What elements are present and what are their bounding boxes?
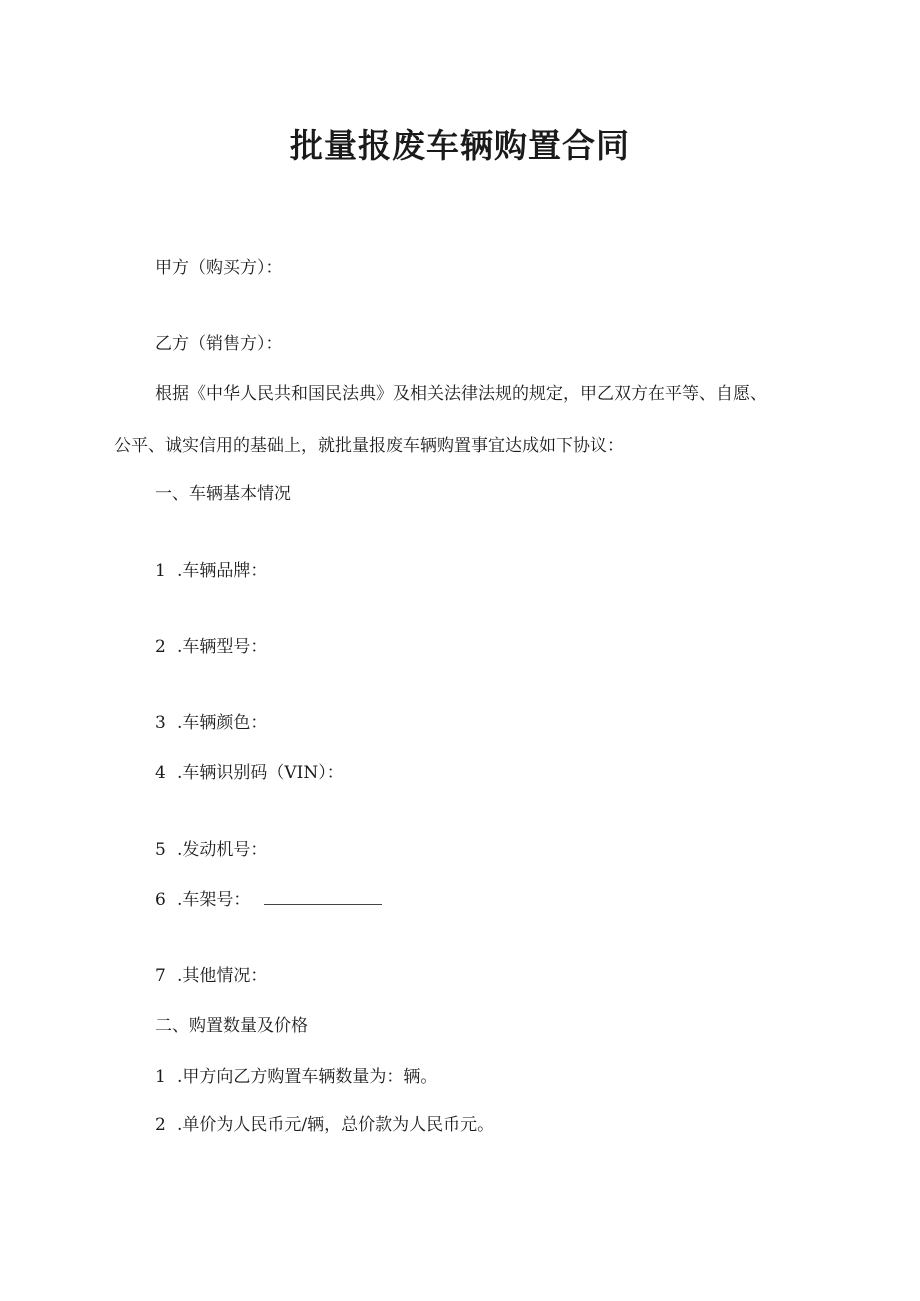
party-b-line: 乙方（销售方）： <box>155 334 283 354</box>
item-text: .甲方向乙方购置车辆数量为：辆。 <box>177 1067 438 1087</box>
item-number: 5 <box>155 840 166 860</box>
preamble-line-1: 根据《中华人民共和国民法典》及相关法律法规的规定，甲乙双方在平等、自愿、 <box>155 384 767 404</box>
section-1-item-2 <box>155 635 267 659</box>
item-number: 4 <box>155 763 166 783</box>
section-2-item-1 <box>155 1065 437 1089</box>
item-number: 7 <box>155 966 166 986</box>
item-number: 1 <box>155 1067 166 1087</box>
section-1-heading: 一、车辆基本情况 <box>155 484 291 504</box>
item-number: 6 <box>155 890 166 910</box>
item-number: 1 <box>155 561 166 581</box>
item-number: 2 <box>155 1115 166 1135</box>
document-title: 批量报废车辆购置合同 <box>290 126 630 165</box>
item-text: .车辆品牌： <box>177 561 268 581</box>
section-1-item-3 <box>155 711 267 735</box>
preamble-line-2: 公平、诚实信用的基础上，就批量报废车辆购置事宜达成如下协议： <box>114 436 624 456</box>
section-2-item-2 <box>155 1113 494 1137</box>
section-1-item-5 <box>155 838 267 862</box>
party-a-line: 甲方（购买方）： <box>155 258 283 278</box>
section-1-item-4 <box>155 761 344 785</box>
item-number: 2 <box>155 637 166 657</box>
section-1-item-1 <box>155 559 267 583</box>
section-2-heading: 二、购置数量及价格 <box>155 1016 308 1036</box>
item-number: 3 <box>155 713 166 733</box>
item-text: .车辆型号： <box>177 637 268 657</box>
item-text: .发动机号： <box>177 840 268 860</box>
item-text: .单价为人民币元/辆，总价款为人民币元。 <box>177 1115 495 1135</box>
fill-in-blank-line <box>264 903 382 905</box>
item-text: .车架号： <box>177 890 251 910</box>
item-text: .车辆识别码（VIN）： <box>177 763 344 783</box>
item-text: .其他情况： <box>177 966 268 986</box>
item-text: .车辆颜色： <box>177 713 268 733</box>
section-1-item-6 <box>155 888 382 912</box>
section-1-item-7 <box>155 964 267 988</box>
